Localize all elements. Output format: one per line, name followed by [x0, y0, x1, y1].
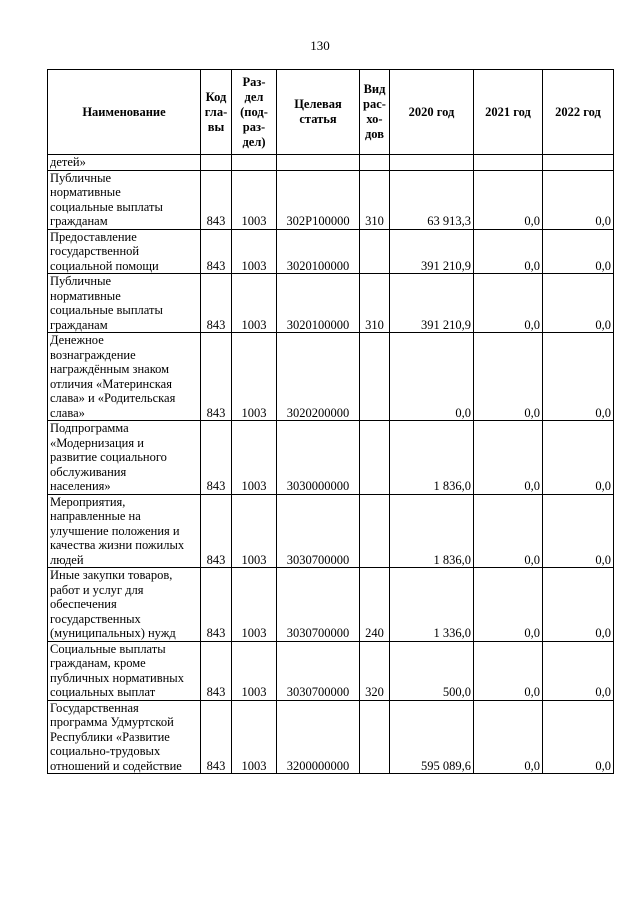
cell-code: 843 — [201, 700, 232, 774]
header-section: Раз- дел (под- раз- дел) — [232, 70, 277, 155]
cell-code: 843 — [201, 229, 232, 274]
cell-2020: 0,0 — [390, 333, 474, 421]
table-row — [48, 700, 614, 774]
table-row — [48, 494, 614, 568]
header-2021: 2021 год — [474, 70, 543, 155]
table-row — [48, 170, 614, 229]
header-type: Вид рас- хо- дов — [360, 70, 390, 155]
table-row — [48, 568, 614, 642]
cell-target: 3020100000 — [277, 229, 360, 274]
table-row — [48, 229, 614, 274]
cell-code: 843 — [201, 170, 232, 229]
cell-section — [232, 155, 277, 171]
cell-name: Иные закупки товаров, работ и услуг для обеспечения государственных (муниципальных) нужд — [48, 568, 201, 642]
cell-code: 843 — [201, 568, 232, 642]
cell-type — [360, 333, 390, 421]
cell-target: 302P100000 — [277, 170, 360, 229]
cell-2021: 0,0 — [474, 568, 543, 642]
cell-target: 3030700000 — [277, 641, 360, 700]
cell-2022: 0,0 — [543, 421, 614, 495]
cell-section: 1003 — [232, 274, 277, 333]
cell-2020: 595 089,6 — [390, 700, 474, 774]
cell-target: 3030700000 — [277, 494, 360, 568]
cell-section: 1003 — [232, 568, 277, 642]
cell-section: 1003 — [232, 333, 277, 421]
table-row — [48, 641, 614, 700]
cell-name: Мероприятия, направленные на улучшение положения и качества жизни пожилых людей — [48, 494, 201, 568]
cell-2020: 1 836,0 — [390, 494, 474, 568]
cell-name: детей» — [48, 155, 201, 171]
page-number: 130 — [310, 38, 330, 53]
header-target: Целевая статья — [277, 70, 360, 155]
cell-2021: 0,0 — [474, 274, 543, 333]
cell-2021: 0,0 — [474, 700, 543, 774]
cell-name: Социальные выплаты гражданам, кроме публичных нормативных социальных выплат — [48, 641, 201, 700]
cell-code: 843 — [201, 274, 232, 333]
table-row — [48, 421, 614, 495]
cell-name: Подпрограмма «Модернизация и развитие социального обслуживания населения» — [48, 421, 201, 495]
cell-name: Денежное вознаграждение награждённым знаком отличия «Материнская слава» и «Родительская слава» — [48, 333, 201, 421]
cell-2022: 0,0 — [543, 274, 614, 333]
cell-target: 3020100000 — [277, 274, 360, 333]
cell-2020 — [390, 155, 474, 171]
cell-type — [360, 494, 390, 568]
cell-2020: 391 210,9 — [390, 274, 474, 333]
cell-target — [277, 155, 360, 171]
cell-type: 320 — [360, 641, 390, 700]
cell-type — [360, 229, 390, 274]
cell-code: 843 — [201, 333, 232, 421]
cell-code — [201, 155, 232, 171]
cell-type — [360, 421, 390, 495]
cell-name: Публичные нормативные социальные выплаты гражданам — [48, 170, 201, 229]
cell-2021: 0,0 — [474, 641, 543, 700]
header-2022: 2022 год — [543, 70, 614, 155]
cell-section: 1003 — [232, 641, 277, 700]
header-2020: 2020 год — [390, 70, 474, 155]
cell-target: 3030700000 — [277, 568, 360, 642]
cell-2021 — [474, 155, 543, 171]
cell-2022: 0,0 — [543, 494, 614, 568]
table-row — [48, 274, 614, 333]
cell-2022: 0,0 — [543, 333, 614, 421]
cell-2020: 1 336,0 — [390, 568, 474, 642]
cell-target: 3030000000 — [277, 421, 360, 495]
cell-2022 — [543, 155, 614, 171]
cell-code: 843 — [201, 641, 232, 700]
cell-2022: 0,0 — [543, 641, 614, 700]
table-row — [48, 155, 614, 171]
cell-2021: 0,0 — [474, 170, 543, 229]
cell-2021: 0,0 — [474, 333, 543, 421]
cell-code: 843 — [201, 421, 232, 495]
cell-target: 3020200000 — [277, 333, 360, 421]
cell-type — [360, 700, 390, 774]
header-code: Код гла- вы — [201, 70, 232, 155]
cell-section: 1003 — [232, 170, 277, 229]
cell-name: Государственная программа Удмуртской Республики «Развитие социально-трудовых отношений и содействие — [48, 700, 201, 774]
cell-section: 1003 — [232, 494, 277, 568]
cell-2021: 0,0 — [474, 229, 543, 274]
cell-2022: 0,0 — [543, 170, 614, 229]
cell-section: 1003 — [232, 700, 277, 774]
cell-name: Публичные нормативные социальные выплаты гражданам — [48, 274, 201, 333]
table-row — [48, 333, 614, 421]
cell-section: 1003 — [232, 229, 277, 274]
cell-2020: 500,0 — [390, 641, 474, 700]
cell-2020: 1 836,0 — [390, 421, 474, 495]
cell-2020: 391 210,9 — [390, 229, 474, 274]
cell-section: 1003 — [232, 421, 277, 495]
cell-target: 3200000000 — [277, 700, 360, 774]
cell-type: 310 — [360, 170, 390, 229]
cell-2022: 0,0 — [543, 229, 614, 274]
header-name: Наименование — [48, 70, 201, 155]
budget-table — [47, 69, 614, 774]
cell-type: 310 — [360, 274, 390, 333]
cell-type — [360, 155, 390, 171]
cell-type: 240 — [360, 568, 390, 642]
cell-code: 843 — [201, 494, 232, 568]
cell-2020: 63 913,3 — [390, 170, 474, 229]
cell-2022: 0,0 — [543, 568, 614, 642]
cell-name: Предоставление государственной социальной помощи — [48, 229, 201, 274]
cell-2021: 0,0 — [474, 494, 543, 568]
cell-2021: 0,0 — [474, 421, 543, 495]
table-header-row — [48, 70, 614, 155]
cell-2022: 0,0 — [543, 700, 614, 774]
